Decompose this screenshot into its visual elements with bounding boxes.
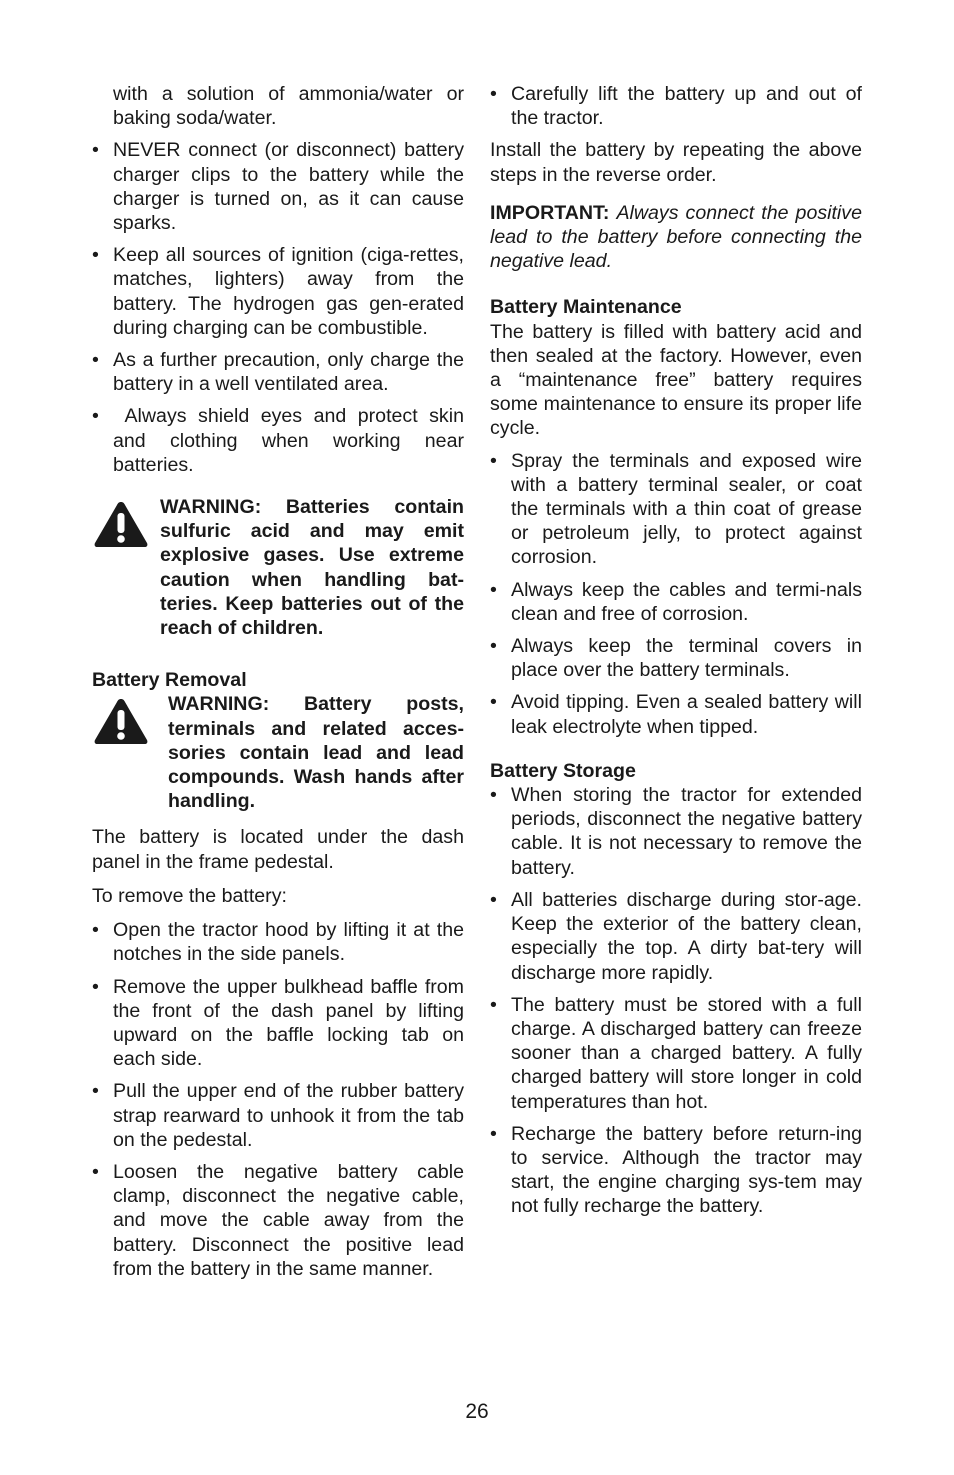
warning-block-lead (92, 692, 464, 813)
paragraph: The battery is located under the dash panel in the frame pedestal. (92, 826, 464, 873)
list-item: • NEVER connect (or disconnect) battery charger clips to the battery while the charger is turned on, as it can cause sparks. (92, 138, 464, 235)
list-item: • All batteries discharge during stor-age. Keep the exterior of the battery clean, especially the top. A dirty bat-tery will discharge more rapidly. (490, 888, 862, 985)
list-item: • Keep all sources of ignition (ciga-rettes, matches, lighters) away from the battery. The hydrogen gas gen-erated during charging can be combustible. (92, 243, 464, 340)
list-item: • Remove the upper bulkhead baffle from the front of the dash panel by lifting upward on the baffle locking tab on each side. (92, 975, 464, 1072)
list-item: • Pull the upper end of the rubber battery strap rearward to unhook it from the tab on the pedestal. (92, 1079, 464, 1152)
paragraph: To remove the battery: (92, 884, 287, 907)
list-item: • Avoid tipping. Even a sealed battery will leak electrolyte when tipped. (490, 690, 862, 738)
important-label: IMPORTANT: (490, 201, 610, 224)
important-note (490, 201, 862, 274)
list-item: • When storing the tractor for extended periods, disconnect the negative battery cable. It is not necessary to remove the battery. (490, 783, 862, 880)
warning-text: WARNING: Batteries contain sulfuric acid and may emit explosive gases. Use extreme caution when handling bat-teries. Keep batteries out of the reach of children. (160, 496, 464, 640)
list-item: • The battery must be stored with a full charge. A discharged battery can freeze sooner than a charged battery. A fully charged battery will store longer in cold temperatures than hot. (490, 993, 862, 1114)
section-heading-storage: Battery Storage (490, 759, 636, 782)
warning-triangle-icon (92, 696, 150, 746)
right-column (490, 82, 862, 1227)
warning-triangle-icon (92, 499, 150, 549)
list-item: • As a further precaution, only charge the battery in a well ventilated area. (92, 348, 464, 396)
list-item: • Always keep the terminal covers in place over the battery terminals. (490, 634, 862, 682)
list-item: • Spray the terminals and exposed wire with a battery terminal sealer, or coat the terminals with a thin coat of grease or petroleum jelly, to protect against corrosion. (490, 449, 862, 570)
list-item: • Always shield eyes and protect skin and clothing when working near batteries. (92, 404, 464, 477)
paragraph: The battery is filled with battery acid and then sealed at the factory. However, even a “maintenance free” battery requires some maintenance to ensure its proper life cycle. (490, 320, 862, 440)
warning-text: WARNING: Battery posts, terminals and related acces-sories contain lead and lead compounds. Wash hands after handling. (168, 693, 464, 813)
list-item: • Always keep the cables and termi-nals clean and free of corrosion. (490, 578, 862, 626)
page-number: 26 (465, 1400, 489, 1423)
paragraph: Install the battery by repeating the above steps in the reverse order. (490, 139, 862, 186)
list-item: • Loosen the negative battery cable clamp, disconnect the negative cable, and move the cable away from the battery. Disconnect the positive lead from the battery in the same manner. (92, 1160, 464, 1281)
list-item: • Recharge the battery before return-ing to service. Although the tractor may start, the engine charging sys-tem may not fully recharge the battery. (490, 1122, 862, 1219)
list-item: • Open the tractor hood by lifting it at the notches in the side panels. (92, 918, 464, 966)
left-column (92, 82, 470, 1289)
continued-text: with a solution of ammonia/water or baking soda/water. (113, 83, 464, 130)
list-item: • Carefully lift the battery up and out of the tractor. (490, 82, 862, 130)
important-text: Always connect the positive lead to the battery before connecting the negative lead. (490, 201, 862, 273)
warning-block-acid (92, 495, 464, 640)
section-heading-maintenance: Battery Maintenance (490, 296, 682, 319)
section-heading-removal: Battery Removal (92, 669, 247, 692)
